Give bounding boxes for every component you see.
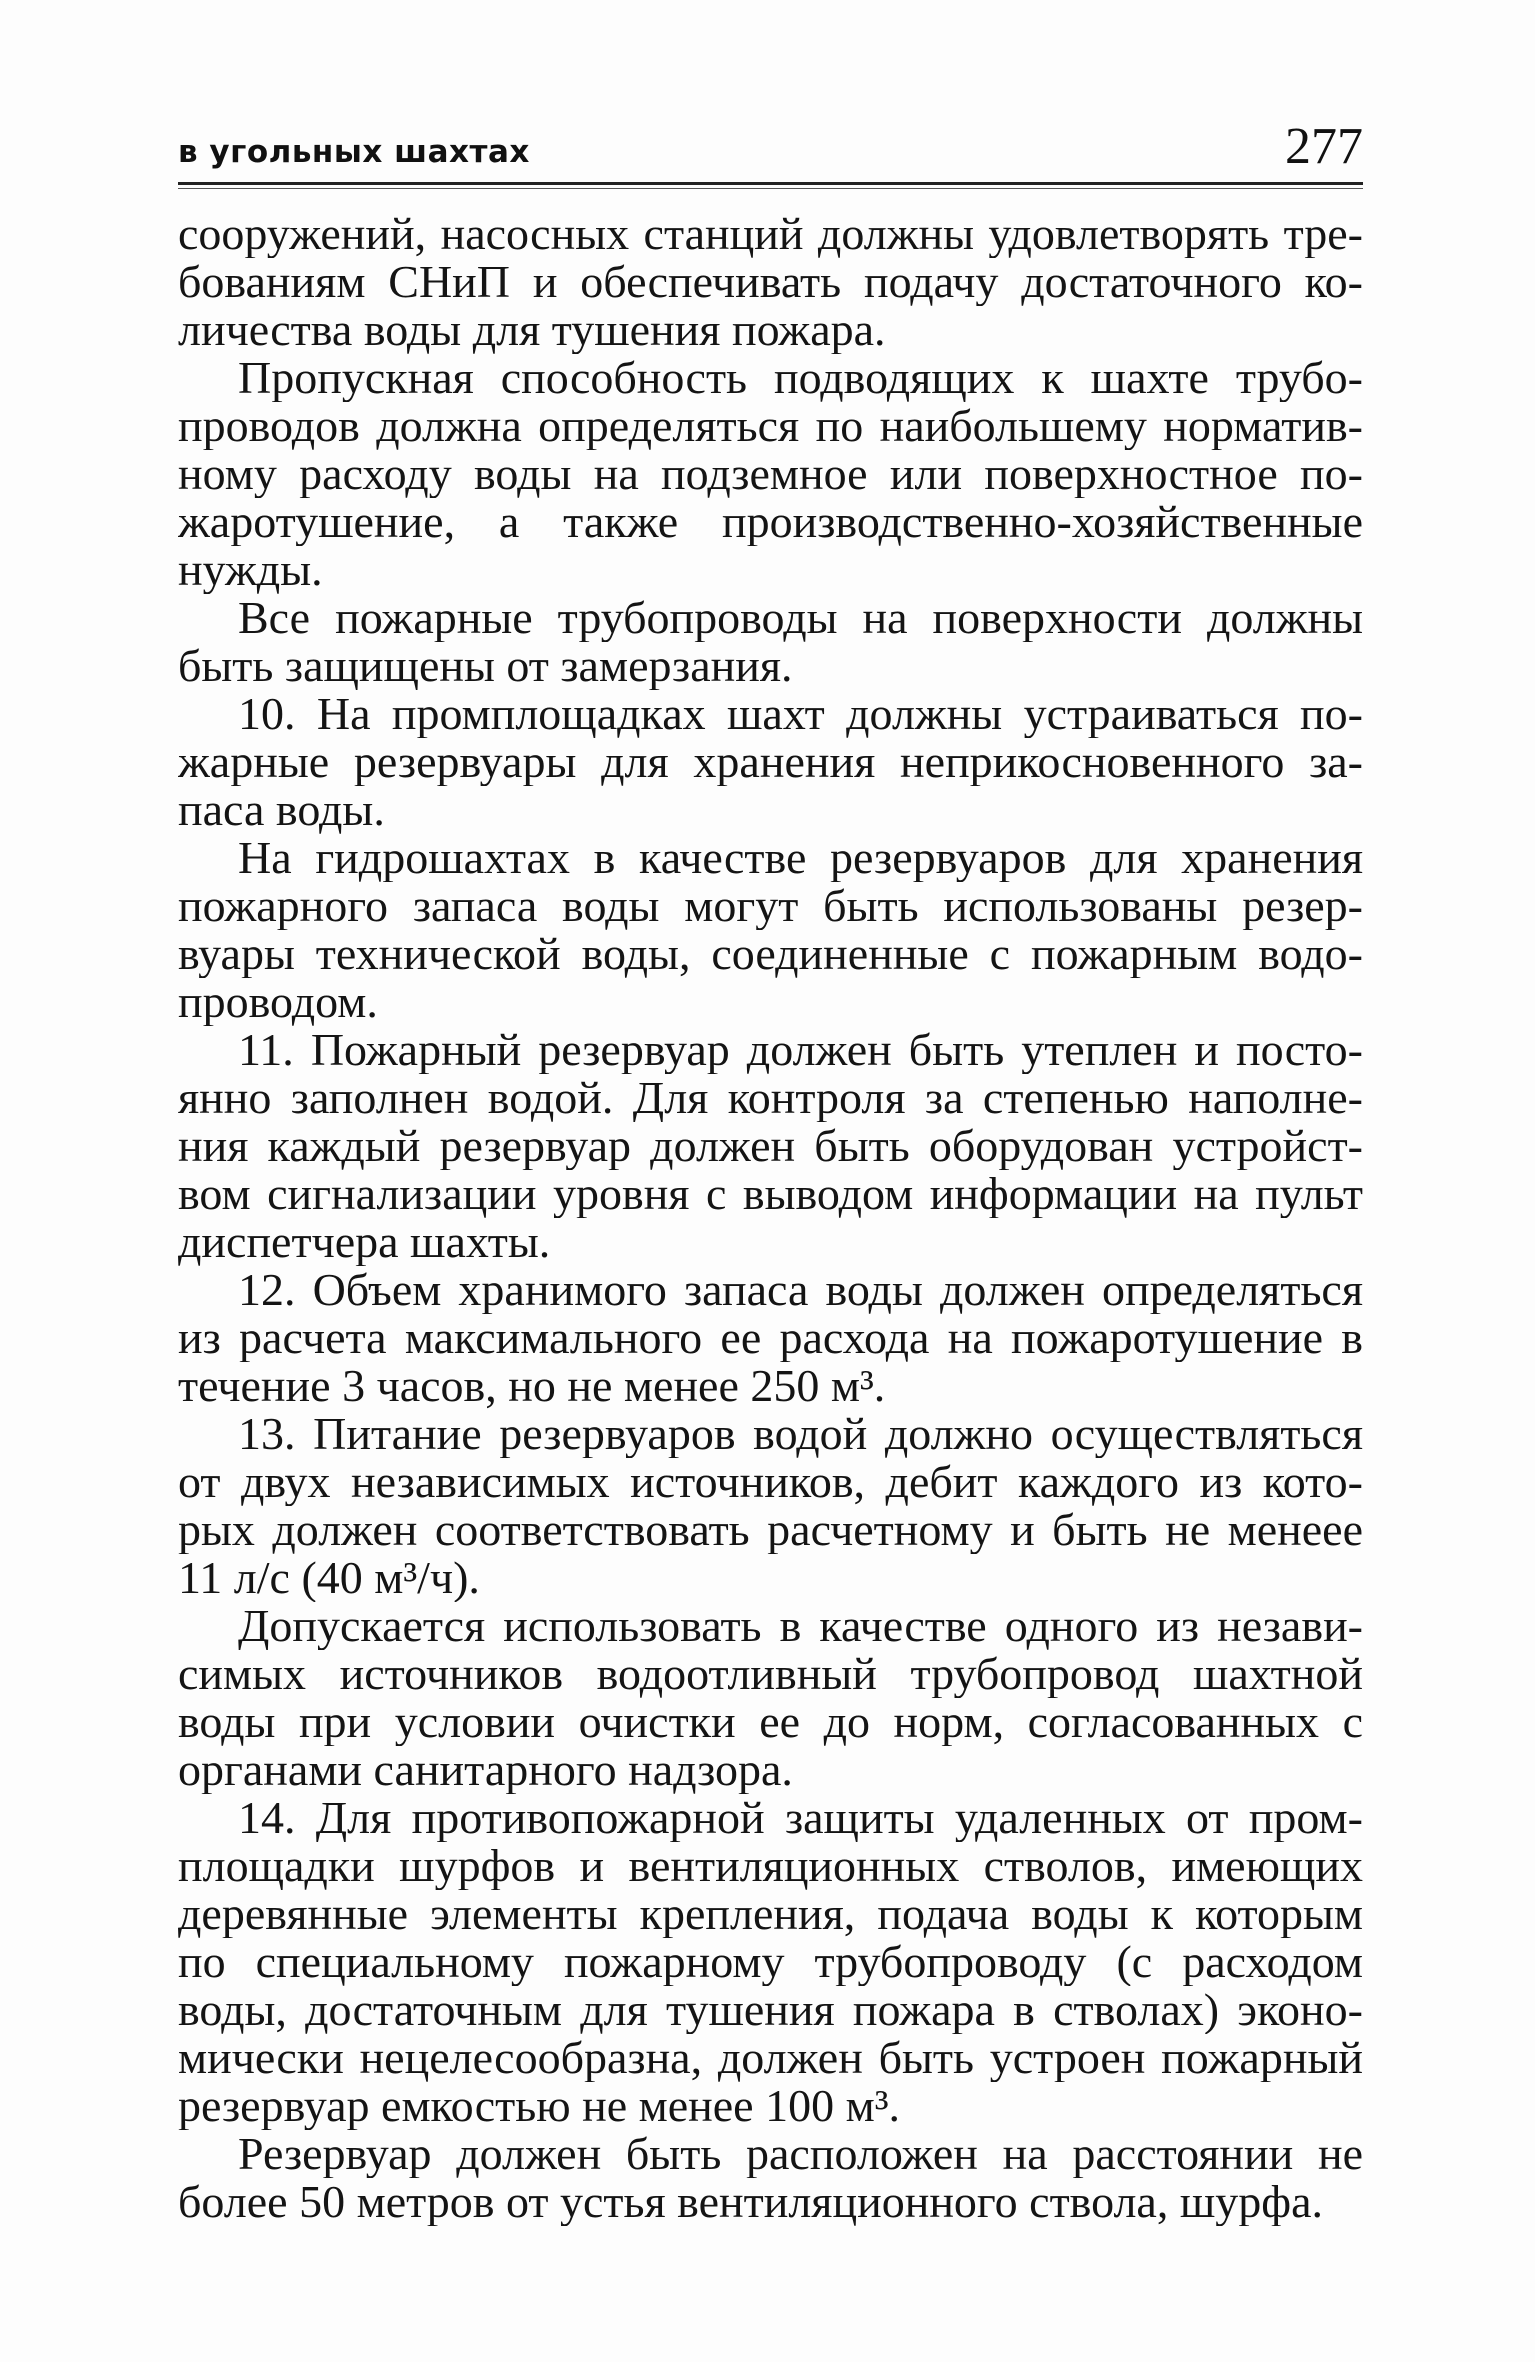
text-line: бованиям СНиП и обеспечивать подачу достаточного ко- — [178, 258, 1363, 306]
text-line: Все пожарные трубопроводы на поверхности должны — [238, 594, 1363, 642]
text-line: ному расходу воды на подземное или поверхностное по- — [178, 450, 1363, 498]
text-line: от двух независимых источников, дебит каждого из кото- — [178, 1458, 1363, 1506]
text-line: деревянные элементы крепления, подача воды к которым — [178, 1890, 1363, 1938]
text-line: органами санитарного надзора. — [178, 1746, 793, 1794]
text-line: На гидрошахтах в качестве резервуаров для хранения — [238, 834, 1363, 882]
text-line: Пропускная способность подводящих к шахте трубо- — [238, 354, 1363, 402]
text-line: резервуар емкостью не менее 100 м³. — [178, 2082, 900, 2130]
text-line: 12. Объем хранимого запаса воды должен определяться — [238, 1266, 1363, 1314]
text-line: площадки шурфов и вентиляционных стволов, имеющих — [178, 1842, 1363, 1890]
text-line: по специальному пожарному трубопроводу (с расходом — [178, 1938, 1363, 1986]
paragraph — [178, 594, 1363, 690]
running-head — [178, 118, 1363, 180]
text-line: рых должен соответствовать расчетному и быть не менеее — [178, 1506, 1363, 1554]
text-line: Резервуар должен быть расположен на расстоянии не — [238, 2130, 1363, 2178]
header-rule — [178, 182, 1363, 185]
text-line: 14. Для противопожарной защиты удаленных от пром- — [238, 1794, 1363, 1842]
paragraph — [178, 210, 1363, 354]
paragraph — [178, 1026, 1363, 1266]
text-line: вом сигнализации уровня с выводом информации на пульт — [178, 1170, 1363, 1218]
text-line: симых источников водоотливный трубопровод шахтной — [178, 1650, 1363, 1698]
text-line: течение 3 часов, но не менее 250 м³. — [178, 1362, 886, 1410]
text-line: паса воды. — [178, 786, 385, 834]
paragraph — [178, 1410, 1363, 1602]
header-rule-thin — [178, 188, 1363, 189]
text-line: жарные резервуары для хранения неприкосновенного за- — [178, 738, 1363, 786]
text-line: 13. Питание резервуаров водой должно осуществляться — [238, 1410, 1363, 1458]
text-line: вуары технической воды, соединенные с пожарным водо- — [178, 930, 1363, 978]
text-line: Допускается использовать в качестве одного из незави- — [238, 1602, 1363, 1650]
text-line: 11. Пожарный резервуар должен быть утеплен и посто- — [238, 1026, 1363, 1074]
paragraph — [178, 1266, 1363, 1410]
running-title: в угольных шахтах — [178, 134, 530, 170]
paragraph — [178, 690, 1363, 834]
text-line: более 50 метров от устья вентиляционного ствола, шурфа. — [178, 2178, 1323, 2226]
text-line: проводом. — [178, 978, 378, 1026]
text-line: воды при условии очистки ее до норм, согласованных с — [178, 1698, 1363, 1746]
paragraph — [178, 2130, 1363, 2226]
text-line: проводов должна определяться по наибольшему норматив- — [178, 402, 1363, 450]
text-line: сооружений, насосных станций должны удовлетворять тре- — [178, 210, 1363, 258]
paragraph — [178, 1602, 1363, 1794]
text-line: быть защищены от замерзания. — [178, 642, 793, 690]
page-number: 277 — [1285, 118, 1363, 175]
text-line: 11 л/с (40 м³/ч). — [178, 1554, 480, 1602]
paragraph — [178, 1794, 1363, 2130]
text-line: нужды. — [178, 546, 323, 594]
text-line: ния каждый резервуар должен быть оборудован устройст- — [178, 1122, 1363, 1170]
paragraph — [178, 834, 1363, 1026]
text-line: воды, достаточным для тушения пожара в стволах) эконо- — [178, 1986, 1363, 2034]
text-line: мически нецелесообразна, должен быть устроен пожарный — [178, 2034, 1363, 2082]
text-line: из расчета максимального ее расхода на пожаротушение в — [178, 1314, 1363, 1362]
body-text — [178, 210, 1363, 2226]
text-line: янно заполнен водой. Для контроля за степенью наполне- — [178, 1074, 1363, 1122]
text-line: диспетчера шахты. — [178, 1218, 551, 1266]
text-line: пожарного запаса воды могут быть использованы резер- — [178, 882, 1363, 930]
text-line: личества воды для тушения пожара. — [178, 306, 886, 354]
text-line: 10. На промплощадках шахт должны устраиваться по- — [238, 690, 1363, 738]
text-line: жаротушение, а также производственно-хозяйственные — [178, 498, 1363, 546]
paragraph — [178, 354, 1363, 594]
